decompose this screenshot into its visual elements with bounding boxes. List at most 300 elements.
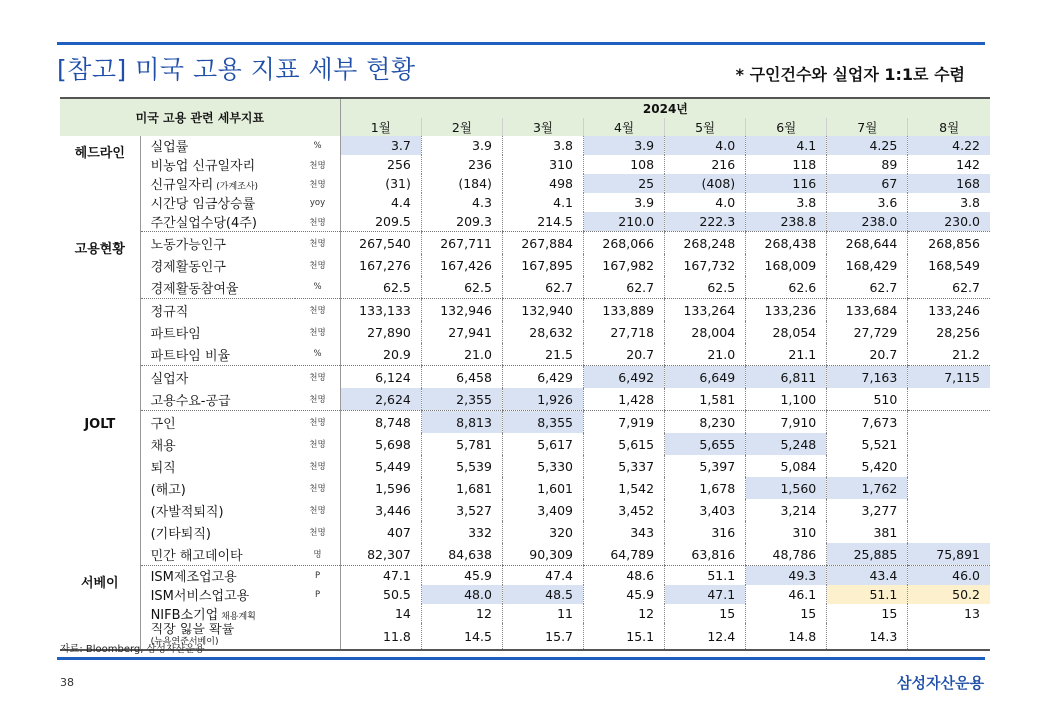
row-label xyxy=(140,477,295,499)
table-cell: 21.1 xyxy=(746,343,827,366)
table-cell xyxy=(908,477,990,499)
table-row xyxy=(60,343,990,366)
table-cell: 7,115 xyxy=(908,366,990,389)
table-cell: 4.0 xyxy=(665,136,746,155)
category-label: 헤드라인 xyxy=(60,136,140,232)
row-unit: 천명 xyxy=(295,232,340,255)
table-row xyxy=(60,366,990,389)
table-row xyxy=(60,604,990,623)
row-label xyxy=(140,136,295,155)
table-cell: 5,397 xyxy=(665,455,746,477)
table-cell: 20.7 xyxy=(584,343,665,366)
table-cell: 11 xyxy=(502,604,583,623)
table-year-header: 2024년 xyxy=(340,98,990,118)
table-cell: 168,549 xyxy=(908,254,990,276)
table-cell: 236 xyxy=(421,155,502,174)
table-cell: 62.6 xyxy=(746,276,827,299)
table-cell: 1,560 xyxy=(746,477,827,499)
table-cell: 4.1 xyxy=(746,136,827,155)
table-cell: 14.5 xyxy=(421,623,502,650)
table-cell: 1,762 xyxy=(827,477,908,499)
row-unit: 명 xyxy=(295,543,340,566)
table-cell: 28,004 xyxy=(665,321,746,343)
table-cell: 62.5 xyxy=(665,276,746,299)
top-rule xyxy=(57,42,985,45)
table-cell: 332 xyxy=(421,521,502,543)
table-cell: 1,581 xyxy=(665,388,746,411)
table-cell: 222.3 xyxy=(665,212,746,232)
row-unit: 천명 xyxy=(295,521,340,543)
table-row xyxy=(60,585,990,604)
table-row xyxy=(60,411,990,434)
table-row xyxy=(60,433,990,455)
table-cell: 5,655 xyxy=(665,433,746,455)
row-unit: % xyxy=(295,136,340,155)
table-cell xyxy=(908,411,990,434)
row-label xyxy=(140,343,295,366)
table-cell xyxy=(908,499,990,521)
row-label-text: 신규일자리 xyxy=(150,178,214,193)
table-cell: 14 xyxy=(394,606,411,621)
table-row xyxy=(60,321,990,343)
row-unit: 천명 xyxy=(295,366,340,389)
table-cell: 13 xyxy=(908,604,990,623)
row-unit xyxy=(295,623,340,650)
table-cell: 48.0 xyxy=(421,585,502,604)
table-cell: 43.4 xyxy=(827,566,908,586)
table-cell: 3.8 xyxy=(746,193,827,212)
month-header: 6월 xyxy=(746,118,827,136)
table-cell: 381 xyxy=(827,521,908,543)
row-label-note: (뉴욕연준서베이) xyxy=(150,637,219,647)
table-cell: 3.9 xyxy=(421,136,502,155)
table-cell: 168 xyxy=(908,174,990,193)
table-cell: 498 xyxy=(502,174,583,193)
table-cell: 133,236 xyxy=(746,299,827,322)
row-label-text: 고용수요-공급 xyxy=(150,393,231,409)
table-cell: 20.9 xyxy=(340,343,421,366)
row-label-text: (기타퇴직) xyxy=(150,526,211,542)
row-label xyxy=(140,155,295,174)
table-cell: 5,521 xyxy=(827,433,908,455)
table-cell: 7,673 xyxy=(827,411,908,434)
row-label xyxy=(140,193,295,212)
table-cell: 50.5 xyxy=(383,587,411,602)
table-cell: 27,890 xyxy=(367,324,411,340)
table-cell: 4.22 xyxy=(908,136,990,155)
table-cell: 167,895 xyxy=(502,254,583,276)
table-cell: 133,133 xyxy=(359,302,411,318)
table-cell: 4.25 xyxy=(827,136,908,155)
row-label xyxy=(140,499,295,521)
table-cell: 50.2 xyxy=(908,585,990,604)
row-unit: 천명 xyxy=(295,174,340,193)
table-cell xyxy=(908,388,990,411)
table-cell: 310 xyxy=(502,155,583,174)
table-cell: 45.9 xyxy=(421,566,502,586)
table-cell: 6,124 xyxy=(375,369,411,385)
table-cell: 47.4 xyxy=(502,566,583,586)
table-cell: 8,355 xyxy=(502,411,583,434)
row-label-text: 비농업 신규일자리 xyxy=(150,159,256,174)
table-cell: 6,492 xyxy=(584,366,665,389)
row-unit: 천명 xyxy=(295,321,340,343)
row-label-text: NIFB소기업 xyxy=(150,608,219,623)
row-label xyxy=(140,433,295,455)
table-row xyxy=(60,212,990,232)
table-cell: 51.1 xyxy=(665,566,746,586)
table-body xyxy=(60,136,990,650)
table-cell: 64,789 xyxy=(584,543,665,566)
row-label-text: 노동가능인구 xyxy=(150,237,226,253)
table-cell: 5,615 xyxy=(584,433,665,455)
table-cell: 108 xyxy=(584,155,665,174)
employment-table-container xyxy=(60,97,990,651)
row-label-text: 경제활동인구 xyxy=(150,259,226,275)
row-label-text: 구인 xyxy=(150,416,176,432)
source-note: 자료: Bloomberg, 삼성자산운용 xyxy=(60,644,205,655)
row-label xyxy=(140,455,295,477)
row-label xyxy=(140,299,295,322)
row-label xyxy=(140,212,295,232)
table-cell: 407 xyxy=(387,524,411,540)
table-cell: 4.4 xyxy=(390,195,411,210)
table-cell: 1,596 xyxy=(375,480,411,496)
table-cell: 15 xyxy=(665,604,746,623)
table-cell: 5,420 xyxy=(827,455,908,477)
row-label-text: 파트타임 비율 xyxy=(150,348,231,364)
table-cell: 316 xyxy=(665,521,746,543)
table-cell: 48,786 xyxy=(746,543,827,566)
row-label xyxy=(140,174,295,193)
table-cell: 142 xyxy=(908,155,990,174)
table-cell: 167,276 xyxy=(359,257,411,273)
table-cell xyxy=(908,433,990,455)
table-cell: 63,816 xyxy=(665,543,746,566)
table-row xyxy=(60,232,990,255)
row-label xyxy=(140,388,295,411)
table-cell: 5,330 xyxy=(502,455,583,477)
row-label-text: (해고) xyxy=(150,482,186,498)
month-header: 8월 xyxy=(908,118,990,136)
page-title: [참고] 미국 고용 지표 세부 현황 xyxy=(57,55,416,84)
table-cell: 230.0 xyxy=(908,212,990,232)
table-cell: 12 xyxy=(584,604,665,623)
row-unit: 천명 xyxy=(295,155,340,174)
table-cell: 21.2 xyxy=(908,343,990,366)
row-unit: yoy xyxy=(295,193,340,212)
table-cell: 14.3 xyxy=(827,623,908,650)
table-cell: 7,163 xyxy=(827,366,908,389)
table-cell: 25 xyxy=(584,174,665,193)
row-label-text: ISM제조업고용 xyxy=(150,570,237,585)
table-cell: 310 xyxy=(746,521,827,543)
table-cell: 118 xyxy=(746,155,827,174)
table-row xyxy=(60,174,990,193)
table-cell: 46.0 xyxy=(908,566,990,586)
table-cell: 133,889 xyxy=(584,299,665,322)
row-label-text: 정규직 xyxy=(150,304,189,320)
table-row xyxy=(60,299,990,322)
table-cell: 82,307 xyxy=(340,543,421,566)
table-cell: 3,452 xyxy=(584,499,665,521)
table-cell: 5,781 xyxy=(421,433,502,455)
row-unit: 천명 xyxy=(295,299,340,322)
table-cell: 167,982 xyxy=(584,254,665,276)
table-cell: 15 xyxy=(746,604,827,623)
table-cell: 3,527 xyxy=(421,499,502,521)
row-label xyxy=(140,254,295,276)
table-row xyxy=(60,136,990,155)
table-cell: 4.3 xyxy=(421,193,502,212)
row-unit: 천명 xyxy=(295,455,340,477)
table-cell: 167,732 xyxy=(665,254,746,276)
table-row xyxy=(60,477,990,499)
table-cell: (31) xyxy=(385,176,411,191)
table-cell: 268,066 xyxy=(584,232,665,255)
table-cell: 15.7 xyxy=(502,623,583,650)
row-unit: 천명 xyxy=(295,477,340,499)
table-cell: 5,449 xyxy=(375,458,411,474)
table-cell: 267,711 xyxy=(421,232,502,255)
table-cell: 1,926 xyxy=(502,388,583,411)
table-cell: 6,811 xyxy=(746,366,827,389)
table-cell: 209.3 xyxy=(421,212,502,232)
table-row xyxy=(60,543,990,566)
table-cell: 7,910 xyxy=(746,411,827,434)
row-unit: % xyxy=(295,276,340,299)
table-cell: 21.0 xyxy=(665,343,746,366)
table-cell: 4.0 xyxy=(665,193,746,212)
table-cell: 216 xyxy=(665,155,746,174)
table-cell: 51.1 xyxy=(827,585,908,604)
table-cell: 5,248 xyxy=(746,433,827,455)
table-cell: (184) xyxy=(421,174,502,193)
row-label-text: 경제활동참여율 xyxy=(150,281,239,297)
row-label-text: 시간당 임금상승률 xyxy=(150,197,256,212)
month-header: 5월 xyxy=(665,118,746,136)
table-cell: 267,540 xyxy=(359,235,411,251)
row-unit: P xyxy=(295,585,340,604)
table-cell: 27,729 xyxy=(827,321,908,343)
table-cell: 47.1 xyxy=(665,585,746,604)
employment-table xyxy=(60,97,990,651)
row-label-text: 주간실업수당(4주) xyxy=(150,216,257,231)
table-cell: 3.7 xyxy=(340,136,421,155)
month-header: 1월 xyxy=(340,118,421,136)
table-cell: 27,718 xyxy=(584,321,665,343)
table-row xyxy=(60,193,990,212)
table-cell: 210.0 xyxy=(584,212,665,232)
table-cell: 8,813 xyxy=(421,411,502,434)
row-label-text: 민간 해고데이타 xyxy=(150,548,243,564)
table-cell: 48.5 xyxy=(502,585,583,604)
table-cell: 168,009 xyxy=(746,254,827,276)
table-cell: 238.0 xyxy=(827,212,908,232)
table-cell: 3,277 xyxy=(827,499,908,521)
table-row xyxy=(60,499,990,521)
table-cell: 209.5 xyxy=(340,212,421,232)
row-label xyxy=(140,566,295,586)
table-cell: 15.1 xyxy=(584,623,665,650)
table-row xyxy=(60,521,990,543)
table-cell: 8,230 xyxy=(665,411,746,434)
table-cell: 2,355 xyxy=(421,388,502,411)
table-row xyxy=(60,254,990,276)
table-cell: 3,446 xyxy=(375,502,411,518)
table-cell: 3.9 xyxy=(584,136,665,155)
table-cell: 132,946 xyxy=(421,299,502,322)
table-row xyxy=(60,455,990,477)
table-header-label: 미국 고용 관련 세부지표 xyxy=(60,98,340,136)
table-cell: 167,426 xyxy=(421,254,502,276)
page-number: 38 xyxy=(60,676,74,689)
month-header: 2월 xyxy=(421,118,502,136)
table-cell: 5,084 xyxy=(746,455,827,477)
table-row xyxy=(60,276,990,299)
table-cell: 133,684 xyxy=(827,299,908,322)
table-cell: 21.5 xyxy=(502,343,583,366)
row-label-note: (가계조사) xyxy=(213,182,259,192)
table-cell: 28,632 xyxy=(502,321,583,343)
table-cell: 12 xyxy=(421,604,502,623)
row-label-text: 실업률 xyxy=(150,140,189,155)
table-cell: 268,438 xyxy=(746,232,827,255)
row-label-text: ISM서비스업고용 xyxy=(150,589,250,604)
table-cell: 46.1 xyxy=(746,585,827,604)
table-cell: 75,891 xyxy=(908,543,990,566)
table-cell: 5,698 xyxy=(375,436,411,452)
row-unit: 천명 xyxy=(295,411,340,434)
bottom-rule xyxy=(57,657,985,660)
table-cell: 3,214 xyxy=(746,499,827,521)
table-cell: 45.9 xyxy=(584,585,665,604)
table-cell: 320 xyxy=(502,521,583,543)
brand-logo-text: 삼성자산운용 xyxy=(897,674,984,692)
table-cell: 28,054 xyxy=(746,321,827,343)
row-label-text: 직장 잃을 확률 xyxy=(150,623,235,637)
table-cell: 5,539 xyxy=(421,455,502,477)
table-cell: 3,403 xyxy=(665,499,746,521)
table-cell: 1,678 xyxy=(665,477,746,499)
row-unit: 천명 xyxy=(295,499,340,521)
table-cell: 49.3 xyxy=(746,566,827,586)
table-cell: 5,337 xyxy=(584,455,665,477)
table-cell: 62.5 xyxy=(340,276,421,299)
table-cell: 132,940 xyxy=(502,299,583,322)
row-label xyxy=(140,411,295,434)
table-cell: 268,248 xyxy=(665,232,746,255)
row-label xyxy=(140,321,295,343)
table-cell: 6,458 xyxy=(421,366,502,389)
table-cell: 268,644 xyxy=(827,232,908,255)
row-label-text: 채용 xyxy=(150,438,176,454)
table-cell: 256 xyxy=(387,157,411,172)
table-cell: 14.8 xyxy=(746,623,827,650)
table-cell: 27,941 xyxy=(421,321,502,343)
table-cell: 47.1 xyxy=(383,568,411,583)
row-label xyxy=(140,543,295,566)
table-cell: 510 xyxy=(827,388,908,411)
table-cell: 1,100 xyxy=(746,388,827,411)
table-cell: 11.8 xyxy=(383,628,411,644)
table-cell: 20.7 xyxy=(827,343,908,366)
table-cell: 6,429 xyxy=(502,366,583,389)
table-cell: 5,617 xyxy=(502,433,583,455)
table-cell: 89 xyxy=(827,155,908,174)
table-cell: 3.6 xyxy=(827,193,908,212)
table-cell: 214.5 xyxy=(502,212,583,232)
table-cell: 3.8 xyxy=(502,136,583,155)
row-label xyxy=(140,276,295,299)
table-cell: 8,748 xyxy=(375,414,411,430)
table-cell: 3.9 xyxy=(584,193,665,212)
table-cell: 133,264 xyxy=(665,299,746,322)
table-cell: 3,409 xyxy=(502,499,583,521)
table-row xyxy=(60,388,990,411)
row-unit: 천명 xyxy=(295,212,340,232)
row-unit: 천명 xyxy=(295,388,340,411)
table-cell: 15 xyxy=(827,604,908,623)
row-unit: P xyxy=(295,566,340,586)
category-label: 고용현황 xyxy=(60,232,140,411)
month-header: 7월 xyxy=(827,118,908,136)
row-label-note: 채용계획 xyxy=(218,612,256,622)
row-unit xyxy=(295,604,340,623)
row-label xyxy=(140,521,295,543)
row-unit: 천명 xyxy=(295,254,340,276)
table-cell: 1,601 xyxy=(502,477,583,499)
row-label-text: 실업자 xyxy=(150,371,189,387)
table-cell: 25,885 xyxy=(827,543,908,566)
page-note: * 구인건수와 실업자 1:1로 수렴 xyxy=(735,65,965,84)
table-row xyxy=(60,566,990,586)
table-cell: 12.4 xyxy=(665,623,746,650)
table-cell: 84,638 xyxy=(421,543,502,566)
table-cell: 116 xyxy=(746,174,827,193)
table-cell: 90,309 xyxy=(502,543,583,566)
row-unit: % xyxy=(295,343,340,366)
row-label xyxy=(140,232,295,255)
table-cell: 67 xyxy=(827,174,908,193)
month-header: 4월 xyxy=(584,118,665,136)
row-label-text: 퇴직 xyxy=(150,460,176,476)
table-cell: 62.7 xyxy=(502,276,583,299)
table-cell: 62.7 xyxy=(908,276,990,299)
table-cell: 268,856 xyxy=(908,232,990,255)
table-cell: 267,884 xyxy=(502,232,583,255)
category-label: JOLT xyxy=(60,411,140,566)
row-label-text: 파트타임 xyxy=(150,326,201,342)
table-cell: 133,246 xyxy=(908,299,990,322)
table-cell: 62.7 xyxy=(584,276,665,299)
row-label xyxy=(140,604,295,623)
month-header: 3월 xyxy=(502,118,583,136)
table-cell xyxy=(908,623,990,650)
row-label xyxy=(140,366,295,389)
table-cell xyxy=(908,455,990,477)
table-cell: 62.7 xyxy=(827,276,908,299)
row-label-text: (자발적퇴직) xyxy=(150,504,224,520)
table-cell: 62.5 xyxy=(421,276,502,299)
table-cell: 3.8 xyxy=(908,193,990,212)
table-cell: 2,624 xyxy=(340,388,421,411)
table-cell: 28,256 xyxy=(908,321,990,343)
table-cell: 238.8 xyxy=(746,212,827,232)
table-cell: 48.6 xyxy=(584,566,665,586)
table-cell: 1,681 xyxy=(421,477,502,499)
category-label: 서베이 xyxy=(60,566,140,651)
